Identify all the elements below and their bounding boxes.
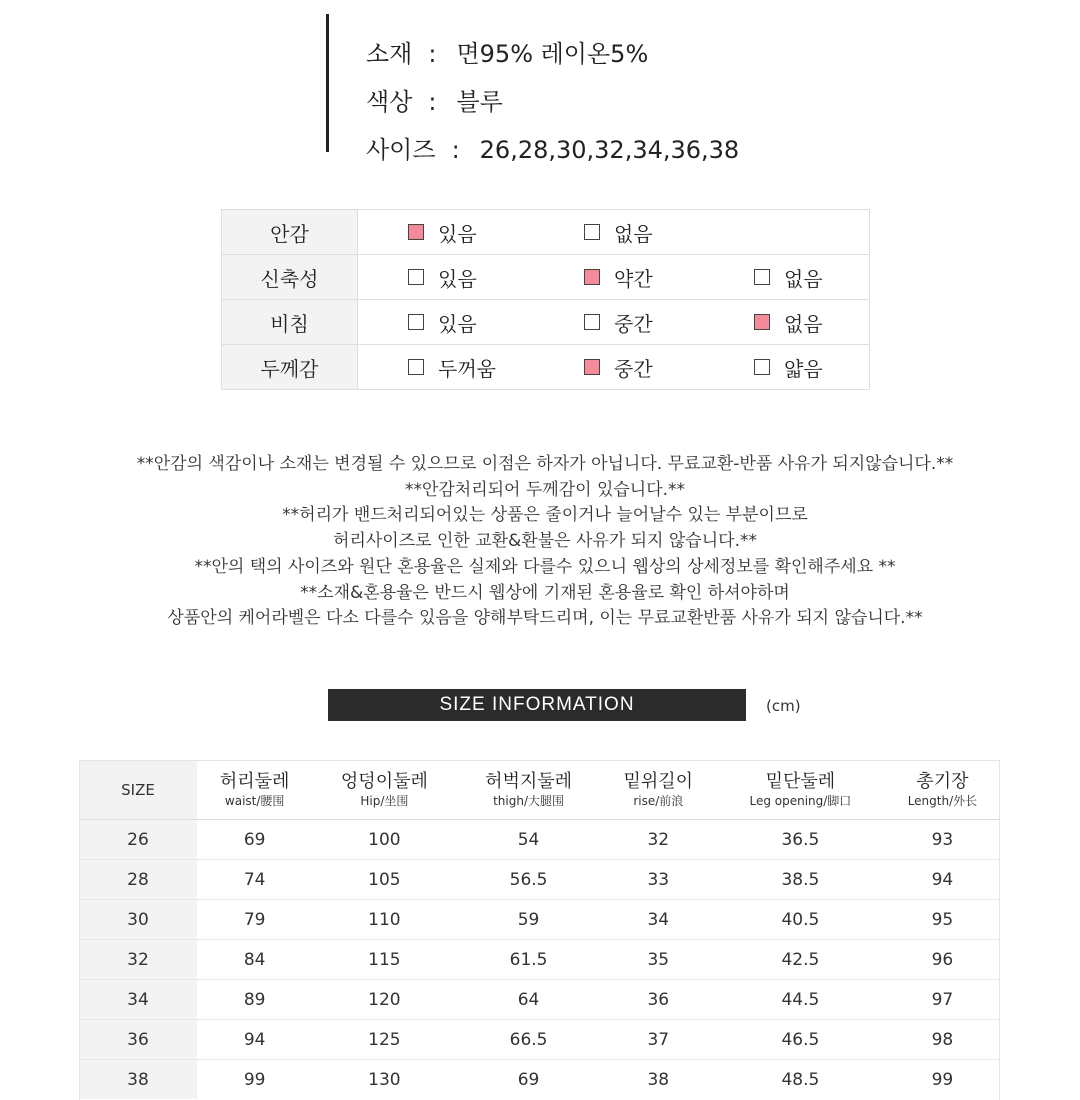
spec-colon: : xyxy=(428,40,437,68)
empty-box-icon xyxy=(408,314,424,330)
notice-line: 상품안의 케어라벨은 다소 다를수 있음을 양해부탁드리며, 이는 무료교환반품 사유가 되지 않습니다.** xyxy=(167,608,923,629)
spec-color-label: 색상 xyxy=(366,88,413,116)
size-row xyxy=(79,860,1000,900)
size-value-cell: 89 xyxy=(197,980,312,1020)
size-label-cell: 28 xyxy=(79,860,197,900)
notice-line: 허리사이즈로 인한 교환&환불은 사유가 되지 않습니다.** xyxy=(333,531,757,552)
size-value-cell: 93 xyxy=(885,820,1000,860)
size-value-cell: 69 xyxy=(197,820,312,860)
attribute-option xyxy=(754,308,823,337)
checked-box-icon xyxy=(408,224,424,240)
checked-box-icon xyxy=(584,359,600,375)
size-row xyxy=(79,1020,1000,1060)
attribute-row xyxy=(222,300,870,345)
size-column-header xyxy=(197,761,312,820)
header-korean: 총기장 xyxy=(916,771,969,792)
spec-size xyxy=(366,130,739,165)
attribute-option-cell xyxy=(754,345,870,390)
size-value-cell: 99 xyxy=(885,1060,1000,1100)
size-value-cell: 96 xyxy=(885,940,1000,980)
checked-box-icon xyxy=(754,314,770,330)
size-value-cell: 120 xyxy=(312,980,456,1020)
attribute-option-label: 없음 xyxy=(784,266,823,291)
attribute-option-cell xyxy=(584,345,754,390)
attribute-name: 신축성 xyxy=(222,255,358,300)
attribute-option-cell xyxy=(358,345,585,390)
size-value-cell: 37 xyxy=(601,1020,716,1060)
size-value-cell: 69 xyxy=(456,1060,600,1100)
size-column-header xyxy=(885,761,1000,820)
attribute-option-label: 약간 xyxy=(614,266,653,291)
checked-box-icon xyxy=(584,269,600,285)
attribute-option xyxy=(408,353,496,382)
attribute-option-label: 중간 xyxy=(614,311,653,336)
size-value-cell: 54 xyxy=(456,820,600,860)
attribute-option-label: 있음 xyxy=(438,266,477,291)
header-english: Length/外长 xyxy=(907,794,978,808)
size-column-header xyxy=(456,761,600,820)
attribute-option xyxy=(408,263,477,292)
size-value-cell: 115 xyxy=(312,940,456,980)
size-value-cell: 40.5 xyxy=(716,900,885,940)
size-value-cell: 38 xyxy=(601,1060,716,1100)
header-korean: 밑위길이 xyxy=(623,771,694,792)
notice-line: **안의 택의 사이즈와 원단 혼용율은 실제와 다를수 있으니 웹상의 상세정보를 확인해주세요 ** xyxy=(194,556,896,577)
spec-material-label: 소재 xyxy=(366,40,413,68)
size-value-cell: 59 xyxy=(456,900,600,940)
attribute-option-cell xyxy=(358,300,585,345)
size-value-cell: 105 xyxy=(312,860,456,900)
header-english: thigh/大腿围 xyxy=(493,794,565,808)
empty-box-icon xyxy=(584,314,600,330)
attribute-option xyxy=(584,353,653,382)
size-label-cell: 26 xyxy=(79,820,197,860)
size-value-cell: 100 xyxy=(312,820,456,860)
attribute-name: 비침 xyxy=(222,300,358,345)
notice-line: **허리가 밴드처리되어있는 상품은 줄이거나 늘어날수 있는 부분이므로 xyxy=(282,505,808,526)
size-value-cell: 125 xyxy=(312,1020,456,1060)
size-value-cell: 35 xyxy=(601,940,716,980)
size-value-cell: 110 xyxy=(312,900,456,940)
size-value-cell: 84 xyxy=(197,940,312,980)
header-korean: 밑단둘레 xyxy=(765,771,836,792)
attribute-option xyxy=(584,308,653,337)
attribute-option-label: 없음 xyxy=(784,311,823,336)
attribute-option-cell xyxy=(584,255,754,300)
size-value-cell: 95 xyxy=(885,900,1000,940)
header-english: rise/前浪 xyxy=(633,794,684,808)
attribute-table xyxy=(221,209,870,390)
notice-line: **소재&혼용율은 반드시 웹상에 기재된 혼용율로 확인 하셔야하며 xyxy=(300,582,790,603)
size-value-cell: 38.5 xyxy=(716,860,885,900)
attribute-option xyxy=(584,263,653,292)
attribute-option xyxy=(408,308,477,337)
header-korean: 허리둘레 xyxy=(219,771,290,792)
size-value-cell: 130 xyxy=(312,1060,456,1100)
size-table xyxy=(79,760,1000,1099)
product-spec xyxy=(326,14,846,164)
size-value-cell: 66.5 xyxy=(456,1020,600,1060)
empty-box-icon xyxy=(754,269,770,285)
size-value-cell: 36 xyxy=(601,980,716,1020)
header-korean: 허벅지둘레 xyxy=(485,771,573,792)
attribute-row xyxy=(222,210,870,255)
size-value-cell: 33 xyxy=(601,860,716,900)
size-row xyxy=(79,1060,1000,1100)
empty-box-icon xyxy=(408,359,424,375)
attribute-name: 안감 xyxy=(222,210,358,255)
size-row xyxy=(79,940,1000,980)
spec-colon: : xyxy=(428,88,437,116)
header-english: Hip/坐围 xyxy=(360,794,409,808)
attribute-option-cell xyxy=(584,300,754,345)
attribute-option xyxy=(408,218,477,247)
size-value-cell: 94 xyxy=(885,860,1000,900)
spec-divider xyxy=(326,14,329,152)
size-value-cell: 44.5 xyxy=(716,980,885,1020)
size-value-cell: 56.5 xyxy=(456,860,600,900)
attribute-option-cell xyxy=(358,210,585,255)
spec-material-value: 면95% 레이온5% xyxy=(456,40,649,68)
spec-size-label: 사이즈 xyxy=(366,136,436,164)
attribute-option-label: 얇음 xyxy=(784,356,823,381)
attribute-option-cell xyxy=(358,255,585,300)
empty-box-icon xyxy=(584,224,600,240)
empty-box-icon xyxy=(408,269,424,285)
header-english: Leg opening/脚口 xyxy=(749,794,852,808)
attribute-option xyxy=(584,218,653,247)
attribute-option-label: 있음 xyxy=(438,311,477,336)
size-row xyxy=(79,820,1000,860)
spec-color xyxy=(366,82,503,117)
size-label-cell: 32 xyxy=(79,940,197,980)
size-column-header xyxy=(601,761,716,820)
attribute-option xyxy=(754,263,823,292)
size-value-cell: 34 xyxy=(601,900,716,940)
attribute-row xyxy=(222,255,870,300)
notice-line: **안감처리되어 두께감이 있습니다.** xyxy=(404,479,686,500)
attribute-option-cell xyxy=(754,255,870,300)
spec-material xyxy=(366,34,648,69)
attribute-option-label: 중간 xyxy=(614,356,653,381)
notice-text xyxy=(0,452,1080,632)
size-value-cell: 79 xyxy=(197,900,312,940)
size-value-cell: 97 xyxy=(885,980,1000,1020)
size-column-header: SIZE xyxy=(79,761,197,820)
attribute-option xyxy=(754,353,823,382)
size-value-cell: 98 xyxy=(885,1020,1000,1060)
size-value-cell: 94 xyxy=(197,1020,312,1060)
notice-line: **안감의 색감이나 소재는 변경될 수 있으므로 이점은 하자가 아닙니다. 무료교환-반품 사유가 되지않습니다.** xyxy=(136,454,954,474)
attribute-row xyxy=(222,345,870,390)
size-column-header xyxy=(716,761,885,820)
size-information-banner: SIZE INFORMATION xyxy=(328,689,746,721)
spec-color-value: 블루 xyxy=(456,88,503,116)
attribute-name: 두께감 xyxy=(222,345,358,390)
size-label-cell: 38 xyxy=(79,1060,197,1100)
size-label-cell: 30 xyxy=(79,900,197,940)
attribute-option-cell xyxy=(754,300,870,345)
size-row xyxy=(79,900,1000,940)
size-label-cell: 34 xyxy=(79,980,197,1020)
size-row xyxy=(79,980,1000,1020)
size-value-cell: 74 xyxy=(197,860,312,900)
header-korean: 엉덩이둘레 xyxy=(340,771,428,792)
header-english: waist/腰围 xyxy=(224,794,285,808)
size-value-cell: 48.5 xyxy=(716,1060,885,1100)
attribute-option-label: 있음 xyxy=(438,221,477,246)
size-value-cell: 32 xyxy=(601,820,716,860)
size-label-cell: 36 xyxy=(79,1020,197,1060)
spec-colon: : xyxy=(451,136,460,164)
attribute-option-label: 없음 xyxy=(614,221,653,246)
spec-size-value: 26,28,30,32,34,36,38 xyxy=(479,136,740,164)
unit-label: (cm) xyxy=(766,697,801,715)
attribute-option-label: 두꺼움 xyxy=(438,356,496,381)
attribute-option-cell xyxy=(754,210,870,255)
size-column-header xyxy=(312,761,456,820)
size-value-cell: 61.5 xyxy=(456,940,600,980)
size-value-cell: 36.5 xyxy=(716,820,885,860)
size-value-cell: 99 xyxy=(197,1060,312,1100)
empty-box-icon xyxy=(754,359,770,375)
size-value-cell: 46.5 xyxy=(716,1020,885,1060)
size-value-cell: 42.5 xyxy=(716,940,885,980)
attribute-option-cell xyxy=(584,210,754,255)
size-value-cell: 64 xyxy=(456,980,600,1020)
